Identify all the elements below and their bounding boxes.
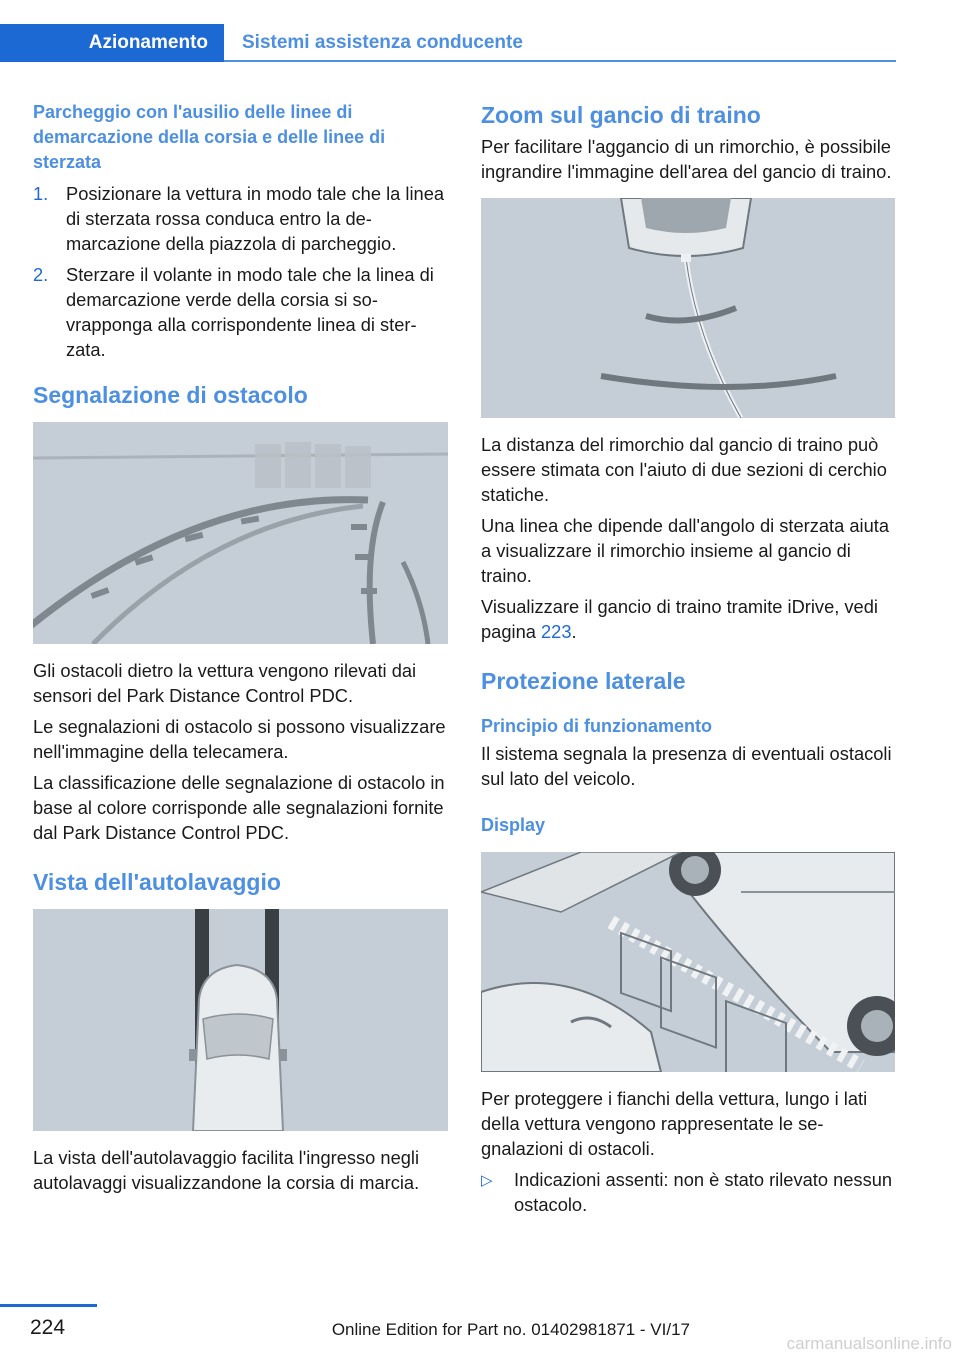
page-header: [0, 0, 960, 64]
side-protection-figure: [481, 852, 895, 1072]
zoom-paragraph: La distanza del rimorchio dal gancio di traino può essere stimata con l'aiuto di due sezioni di cerchio statiche.: [481, 434, 887, 505]
bullet-item: [481, 1167, 896, 1217]
principle-paragraph: Il sistema segnala la presenza di eventuali ostacoli sul lato del veicolo.: [481, 743, 892, 789]
bullet-text: Indicazioni assenti: non è stato rilevato nessun ostacolo.: [514, 1169, 893, 1215]
obstacle-heading: Segnalazione di ostacolo: [33, 382, 308, 408]
footer-rule: [0, 1304, 97, 1307]
idrive-end: .: [571, 621, 577, 642]
hitch-zoom-figure: [481, 198, 895, 418]
side-protection-heading: Protezione laterale: [481, 668, 686, 694]
step-text: Sterzare il volante in modo tale che la linea di demarcazione verde della corsia si sovrapponga alla corrispondente linea di sterzata.: [66, 264, 434, 360]
triangle-right-icon: ▷: [481, 1172, 493, 1189]
step-item: [33, 181, 448, 256]
idrive-text: Visualizzare il gancio di traino tramite iDrive, vedi pagina: [481, 596, 878, 642]
right-column: [481, 100, 896, 1223]
carwash-paragraph: La vista dell'autolavaggio facilita l'ingresso negli autolavaggi visualizzandone la corsia di marcia.: [33, 1147, 420, 1193]
obstacle-paragraph: Gli ostacoli dietro la vettura vengono rilevati dai sensori del Park Distance Control PDC.: [33, 660, 417, 706]
parking-lines-heading: Parcheggio con l'ausilio delle linee di demarcazione della corsia e delle linee di sterzata: [33, 102, 386, 172]
zoom-heading: Zoom sul gancio di traino: [481, 102, 761, 128]
zoom-intro: Per facilitare l'aggancio di un rimorchio, è possibile ingrandire l'immagine dell'area del gancio di traino.: [481, 136, 892, 182]
watermark: carmanualsonline.info: [786, 1334, 952, 1353]
zoom-paragraph: Una linea che dipende dall'angolo di sterzata aiuta a visualizzare il rimorchio insieme al gancio di traino.: [481, 515, 889, 586]
step-number: 2.: [33, 264, 49, 285]
page-number: 224: [30, 1316, 66, 1339]
left-column: [33, 100, 448, 1201]
section-tab[interactable]: Sistemi assistenza conducente: [242, 32, 523, 53]
display-paragraph: Per proteggere i fianchi della vettura, lungo i lati della vettura vengono rappresentate le segnalazioni di ostacoli.: [481, 1088, 868, 1159]
step-text: Posizionare la vettura in modo tale che la linea di sterzata rossa conduca entro la demarcazione della piazzola di parcheggio.: [66, 183, 445, 254]
header-rule: [224, 60, 896, 62]
step-number: 1.: [33, 183, 49, 204]
chapter-tab[interactable]: Azionamento: [0, 24, 224, 62]
carwash-heading: Vista dell'autolavaggio: [33, 869, 281, 895]
carwash-view-figure: [33, 909, 448, 1131]
idrive-paragraph: [481, 594, 896, 644]
principle-heading: Principio di funzionamento: [481, 716, 712, 736]
obstacle-paragraph: Le segnalazioni di ostacolo si possono visualizzare nell'immagine della telecamera.: [33, 716, 446, 762]
obstacle-paragraph: La classificazione delle segnalazione di ostacolo in base al colore corrisponde alle segnalazioni fornite dal Park Distance Control PDC.: [33, 772, 445, 843]
obstacle-marking-figure: [33, 422, 448, 644]
page-link[interactable]: 223: [540, 621, 572, 642]
step-item: [33, 262, 448, 362]
edition-note: Online Edition for Part no. 01402981871 - VI/17: [331, 1320, 690, 1339]
display-heading: Display: [481, 815, 546, 835]
